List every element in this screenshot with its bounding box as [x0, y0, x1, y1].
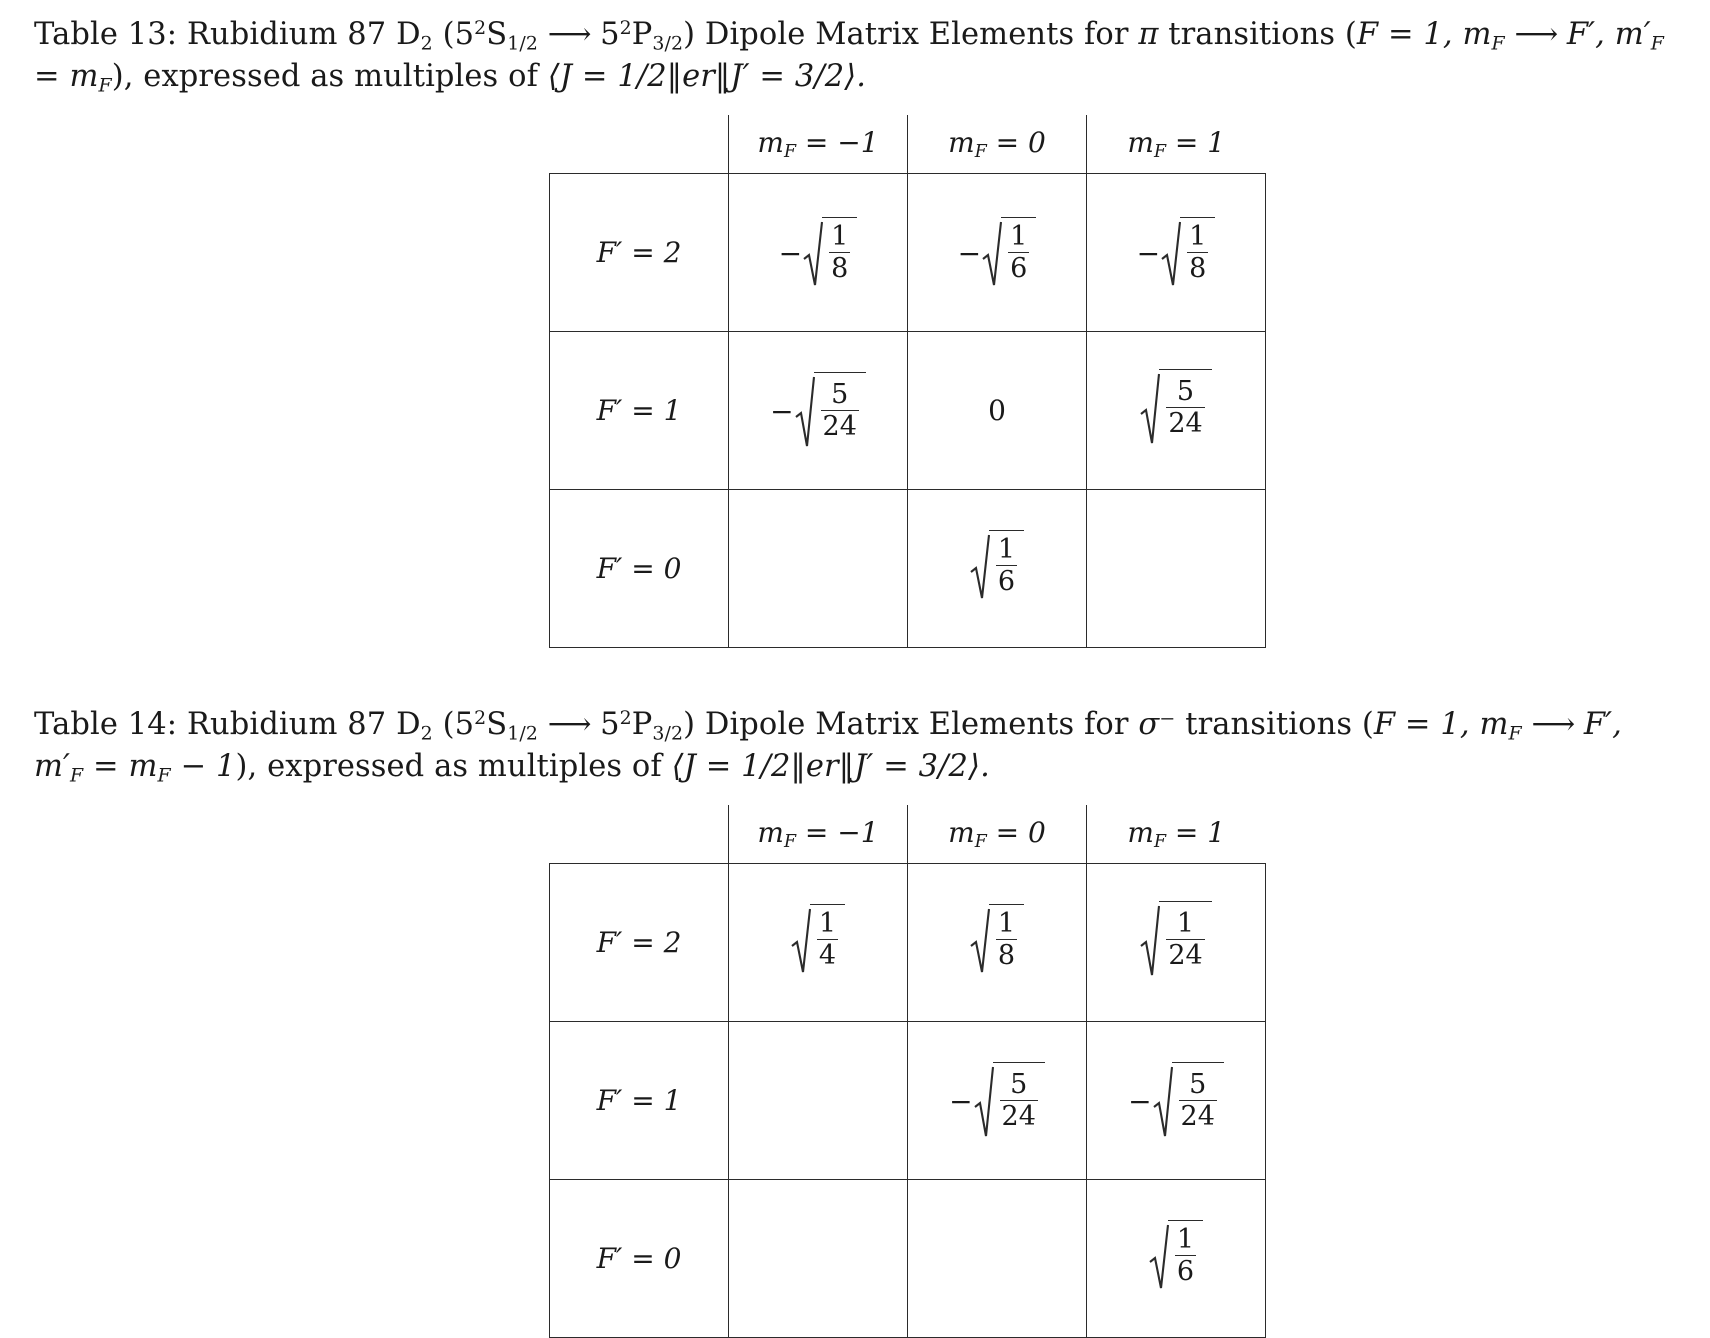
row-label-fprime-1: F′ = 1	[550, 1021, 729, 1179]
numerator: 1	[1010, 221, 1028, 253]
table-14	[549, 805, 1266, 1338]
table-row	[550, 173, 1266, 331]
sqrt-expression	[1140, 901, 1211, 977]
cell-f1-mf-minus1	[729, 331, 908, 489]
radical-icon	[1149, 1220, 1169, 1290]
numerator: 1	[997, 907, 1016, 939]
column-header-mf-minus1: $m_F = -1$	[729, 115, 908, 174]
table-14-caption	[34, 704, 1674, 789]
sqrt-expression	[974, 1062, 1045, 1138]
numerator: 1	[997, 533, 1016, 565]
numerator: 1	[831, 221, 849, 253]
numerator: 1	[1176, 1223, 1195, 1255]
sqrt-expression	[982, 217, 1036, 287]
table-13-block	[34, 14, 1674, 648]
cell-f2-mf-1	[1087, 173, 1266, 331]
cell-f1-mf-1	[1087, 1021, 1266, 1179]
table-row	[550, 115, 1266, 174]
radical-icon	[795, 372, 815, 448]
minus-sign: −	[949, 1084, 973, 1118]
denominator: 6	[997, 565, 1016, 597]
column-header-mf-0: $m_F = 0$	[908, 805, 1087, 864]
table-14-corner-cell	[550, 805, 729, 864]
row-label-fprime-1: F′ = 1	[550, 331, 729, 489]
radical-icon	[1161, 217, 1181, 287]
cell-f0-mf-minus1	[729, 489, 908, 647]
numerator: 5	[1010, 1069, 1028, 1101]
sqrt-expression	[1153, 1062, 1224, 1138]
table-14-body	[550, 863, 1266, 1337]
column-header-mf-1: $m_F = 1$	[1087, 115, 1266, 174]
sqrt-expression	[795, 372, 866, 448]
minus-sign: −	[778, 236, 803, 270]
caption-label: Table 14:	[34, 707, 178, 742]
radical-icon	[803, 217, 823, 287]
cell-f1-mf-minus1	[729, 1021, 908, 1179]
cell-f0-mf-0	[908, 489, 1087, 647]
row-label-fprime-0: F′ = 0	[550, 1179, 729, 1337]
caption-label: Table 13:	[34, 17, 178, 52]
denominator: 6	[1010, 253, 1028, 285]
value-zero: 0	[988, 393, 1006, 427]
table-row	[550, 863, 1266, 1021]
sqrt-expression	[1149, 1220, 1203, 1290]
denominator: 24	[822, 411, 857, 443]
polarization-symbol: σ⁻	[1138, 707, 1176, 742]
denominator: 24	[1168, 407, 1203, 439]
radical-icon	[1153, 1062, 1173, 1138]
row-label-fprime-2: F′ = 2	[550, 863, 729, 1021]
cell-f2-mf-minus1	[729, 863, 908, 1021]
caption-text: Rubidium 87 $D_2$ ($5^2S_{1/2}$ ⟶ $5^2P_{3/2}$) Dipole Matrix Elements for π transitions (F = 1, $m_F$ ⟶ F′, $m'_F = m_F$), expressed as multiples of ⟨J = 1/2‖er‖J′ = 3/2⟩.	[34, 17, 1665, 97]
table-row	[550, 331, 1266, 489]
cell-f1-mf-1	[1087, 331, 1266, 489]
polarization-symbol: π	[1138, 17, 1159, 52]
minus-sign: −	[1136, 236, 1161, 270]
table-14-block	[34, 704, 1674, 1338]
sqrt-expression	[970, 530, 1024, 600]
table-row	[550, 1179, 1266, 1337]
table-13-header	[550, 115, 1266, 174]
radical-icon	[1140, 901, 1160, 977]
denominator: 8	[1189, 253, 1207, 285]
minus-sign: −	[770, 394, 794, 428]
radical-icon	[970, 530, 990, 600]
table-13-caption	[34, 14, 1674, 99]
denominator: 4	[818, 939, 837, 971]
radical-icon	[791, 904, 811, 974]
sqrt-expression	[1140, 369, 1211, 445]
radical-icon	[982, 217, 1002, 287]
row-label-fprime-2: F′ = 2	[550, 173, 729, 331]
sqrt-expression	[1161, 217, 1215, 287]
cell-f1-mf-0	[908, 331, 1087, 489]
column-header-mf-1: $m_F = 1$	[1087, 805, 1266, 864]
numerator: 1	[1189, 221, 1207, 253]
numerator: 5	[1176, 375, 1195, 407]
minus-sign: −	[957, 236, 982, 270]
table-13-body	[550, 173, 1266, 647]
numerator: 1	[818, 907, 837, 939]
cell-f2-mf-0	[908, 173, 1087, 331]
table-row	[550, 489, 1266, 647]
cell-f2-mf-0	[908, 863, 1087, 1021]
denominator: 8	[831, 253, 849, 285]
denominator: 6	[1176, 1255, 1195, 1287]
cell-f0-mf-minus1	[729, 1179, 908, 1337]
table-row	[550, 1021, 1266, 1179]
denominator: 8	[997, 939, 1016, 971]
denominator: 24	[1180, 1101, 1215, 1133]
minus-sign: −	[1128, 1084, 1152, 1118]
sqrt-expression	[791, 904, 845, 974]
table-14-header	[550, 805, 1266, 864]
cell-f2-mf-minus1	[729, 173, 908, 331]
cell-f1-mf-0	[908, 1021, 1087, 1179]
cell-f0-mf-0	[908, 1179, 1087, 1337]
sqrt-expression	[803, 217, 857, 287]
denominator: 24	[1168, 939, 1203, 971]
cell-f0-mf-1	[1087, 1179, 1266, 1337]
numerator: 5	[1189, 1069, 1207, 1101]
cell-f0-mf-1	[1087, 489, 1266, 647]
cell-f2-mf-1	[1087, 863, 1266, 1021]
denominator: 24	[1001, 1101, 1036, 1133]
numerator: 1	[1176, 907, 1195, 939]
radical-icon	[970, 904, 990, 974]
table-row	[550, 805, 1266, 864]
column-header-mf-0: $m_F = 0$	[908, 115, 1087, 174]
row-label-fprime-0: F′ = 0	[550, 489, 729, 647]
sqrt-expression	[970, 904, 1024, 974]
table-13	[549, 115, 1266, 648]
radical-icon	[974, 1062, 994, 1138]
table-13-corner-cell	[550, 115, 729, 174]
numerator: 5	[831, 379, 849, 411]
radical-icon	[1140, 369, 1160, 445]
caption-text: Rubidium 87 $D_2$ ($5^2S_{1/2}$ ⟶ $5^2P_{3/2}$) Dipole Matrix Elements for σ⁻ transitions (F = 1, $m_F$ ⟶ F′, $m'_F = m_F - 1$), expressed as multiples of ⟨J = 1/2‖er‖J′ = 3/2⟩.	[34, 707, 1622, 787]
column-header-mf-minus1: $m_F = -1$	[729, 805, 908, 864]
